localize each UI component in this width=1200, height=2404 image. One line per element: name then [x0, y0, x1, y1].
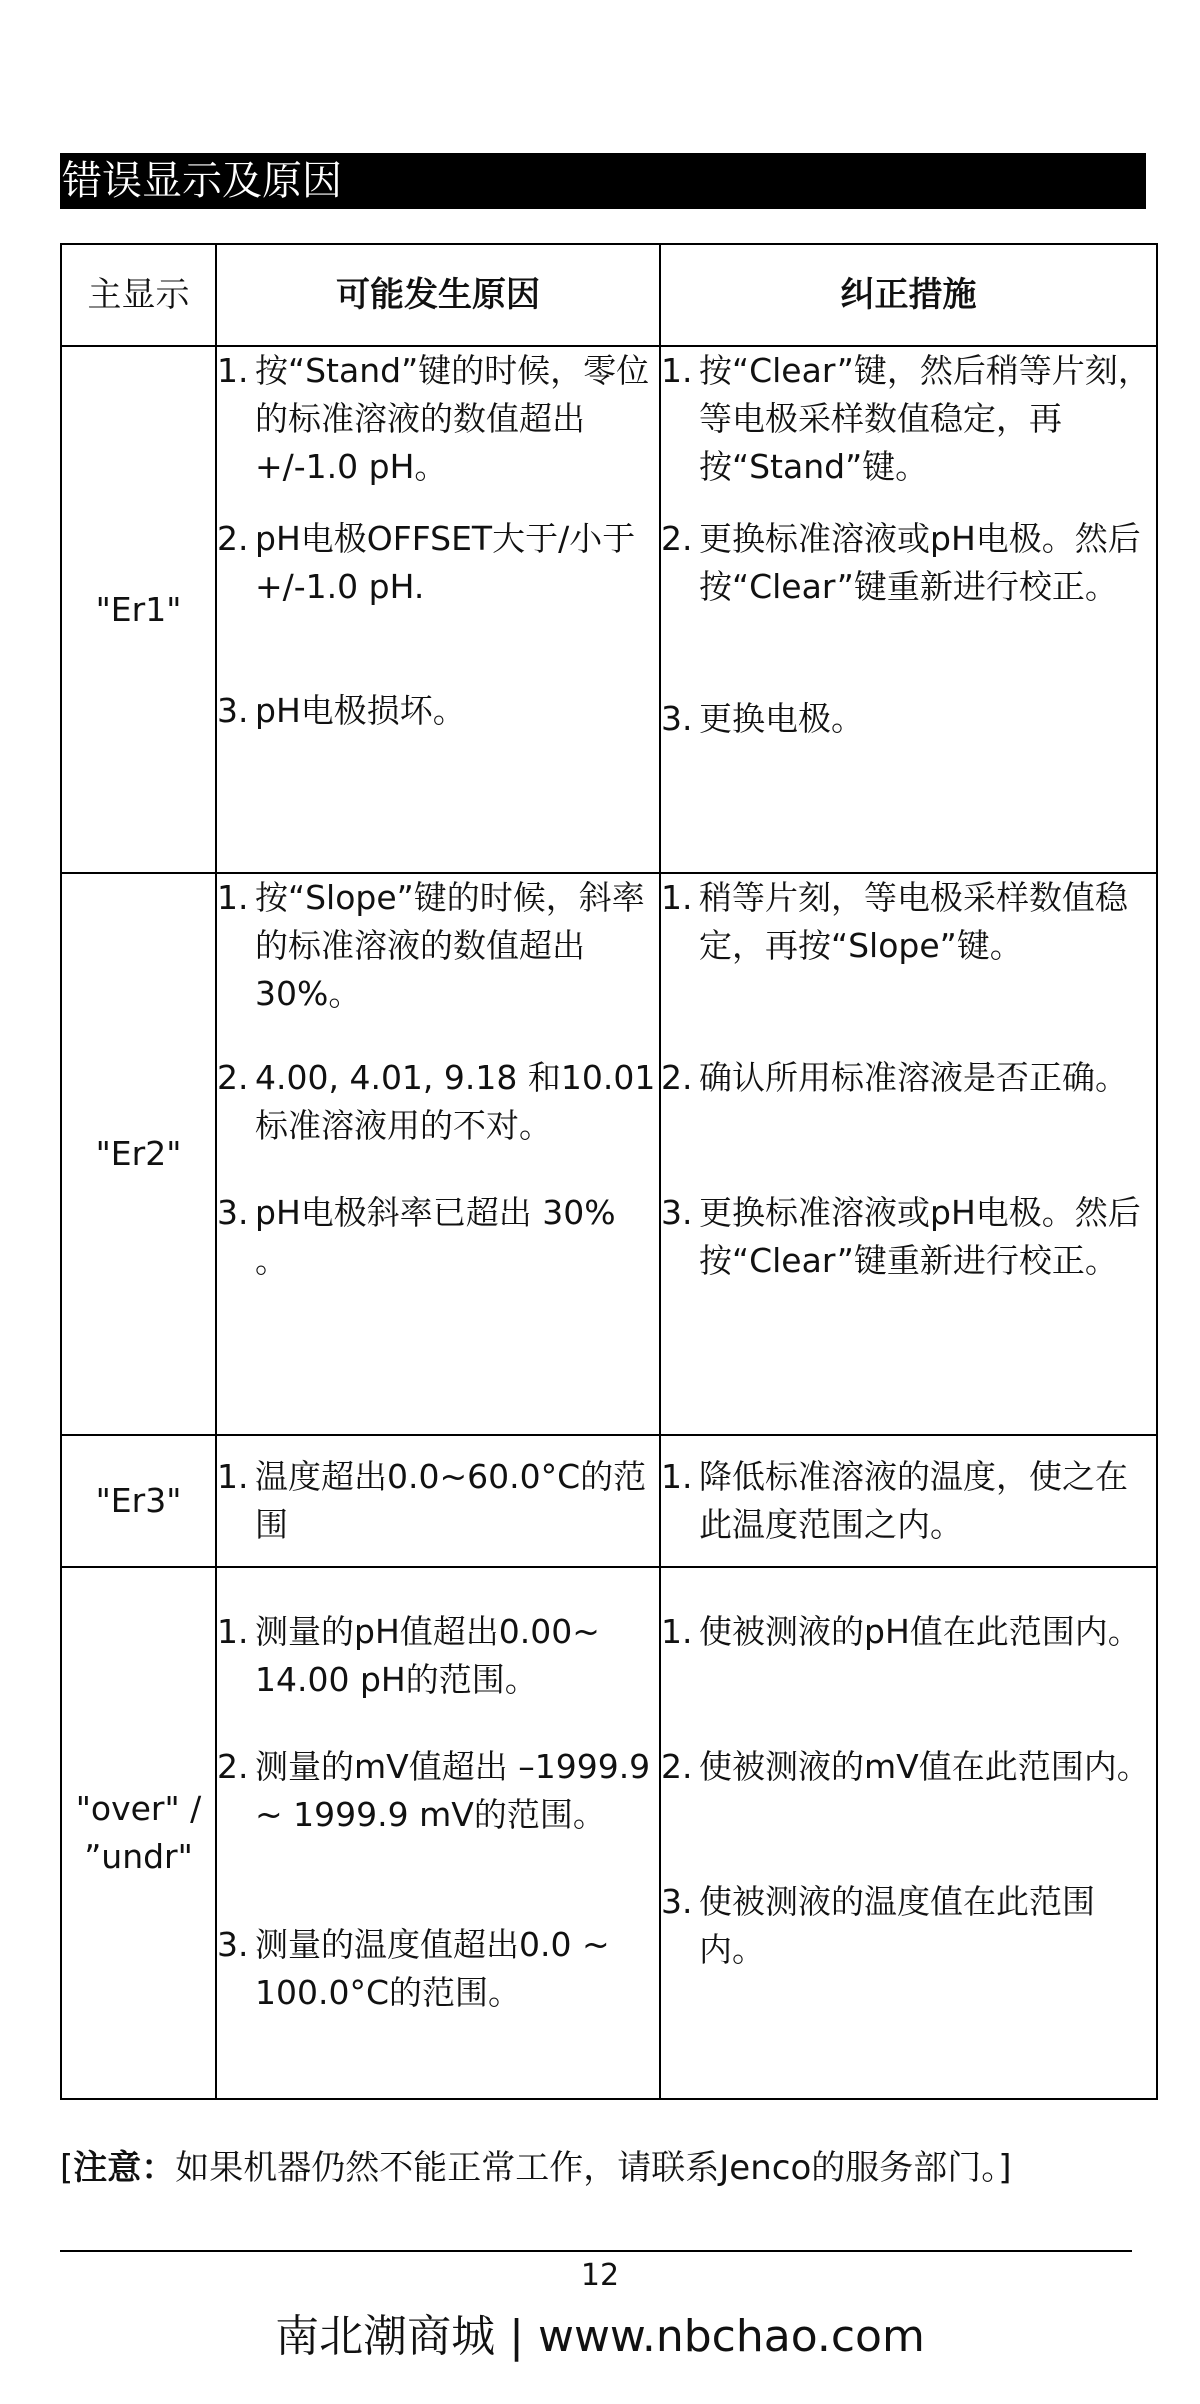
list-item: 2. 4.00, 4.01, 9.18 和10.01标准溶液用的不对。: [217, 1058, 656, 1145]
note: [60, 2140, 1012, 2189]
causes-cell: [216, 346, 660, 873]
list-item: 3. 使被测液的温度值在此范围内。: [661, 1882, 1095, 1969]
header-causes: 可能发生原因: [216, 244, 660, 346]
list-item: 1. 按“Stand”键的时候，零位的标准溶液的数值超出 +/-1.0 pH。: [217, 351, 650, 486]
error-code: "over" / ”undr": [61, 1567, 216, 2099]
table-row: [61, 346, 1157, 873]
list-item: 2. pH电极OFFSET大于/小于+/-1.0 pH.: [217, 519, 636, 606]
actions-cell: [660, 1435, 1157, 1567]
list-item: 3. 更换标准溶液或pH电极。然后按“Clear”键重新进行校正。: [661, 1193, 1141, 1280]
header-actions: 纠正措施: [660, 244, 1157, 346]
list-item: 3. pH电极损坏。: [217, 691, 466, 730]
table-header-row: [61, 244, 1157, 346]
actions-cell: [660, 346, 1157, 873]
list-item: 1. 使被测液的pH值在此范围内。: [661, 1612, 1141, 1651]
list-item: 1. 按“Clear”键，然后稍等片刻，等电极采样数值稳定，再按“Stand”键。: [661, 351, 1151, 486]
list-item: 1. 测量的pH值超出0.00~ 14.00 pH的范围。: [217, 1612, 600, 1699]
error-code: "Er3": [61, 1435, 216, 1567]
list-item: 2. 测量的mV值超出 –1999.9 ~ 1999.9 mV的范围。: [217, 1747, 651, 1834]
list-item: 2. 更换标准溶液或pH电极。然后按“Clear”键重新进行校正。: [661, 519, 1141, 606]
list-item: 3. 更换电极。: [661, 699, 864, 738]
note-open: [: [60, 2148, 74, 2188]
list-item: 1. 降低标准溶液的温度，使之在此温度范围之内。: [661, 1457, 1128, 1544]
error-table: [60, 243, 1158, 2100]
list-item: 3. 测量的温度值超出0.0 ~ 100.0°C的范围。: [217, 1925, 610, 2012]
header-main-display: 主显示: [61, 244, 216, 346]
actions-cell: [660, 1567, 1157, 2099]
footer-divider: [60, 2250, 1132, 2252]
error-code: "Er1": [61, 346, 216, 873]
note-label: 注意：: [73, 2148, 176, 2188]
table-row: [61, 873, 1157, 1435]
table-row: [61, 1435, 1157, 1567]
causes-cell: [216, 873, 660, 1435]
note-text: 如果机器仍然不能正常工作，请联系Jenco的服务部门。]: [175, 2148, 1012, 2188]
list-item: 3. pH电极斜率已超出 30% 。: [217, 1193, 616, 1280]
causes-cell: [216, 1435, 660, 1567]
actions-cell: [660, 873, 1157, 1435]
list-item: 2. 确认所用标准溶液是否正确。: [661, 1058, 1128, 1097]
page-number: 12: [580, 2258, 620, 2293]
footer-watermark: 南北潮商城 | www.nbchao.com: [275, 2311, 925, 2362]
error-code: "Er2": [61, 873, 216, 1435]
list-item: 2. 使被测液的mV值在此范围内。: [661, 1747, 1150, 1786]
causes-cell: [216, 1567, 660, 2099]
list-item: 1. 温度超出0.0~60.0°C的范围: [217, 1457, 647, 1544]
list-item: 1. 稍等片刻，等电极采样数值稳定，再按“Slope”键。: [661, 878, 1128, 965]
table-row: [61, 1567, 1157, 2099]
section-title: 错误显示及原因: [60, 153, 1146, 209]
list-item: 1. 按“Slope”键的时候，斜率的标准溶液的数值超出30%。: [217, 878, 645, 1013]
